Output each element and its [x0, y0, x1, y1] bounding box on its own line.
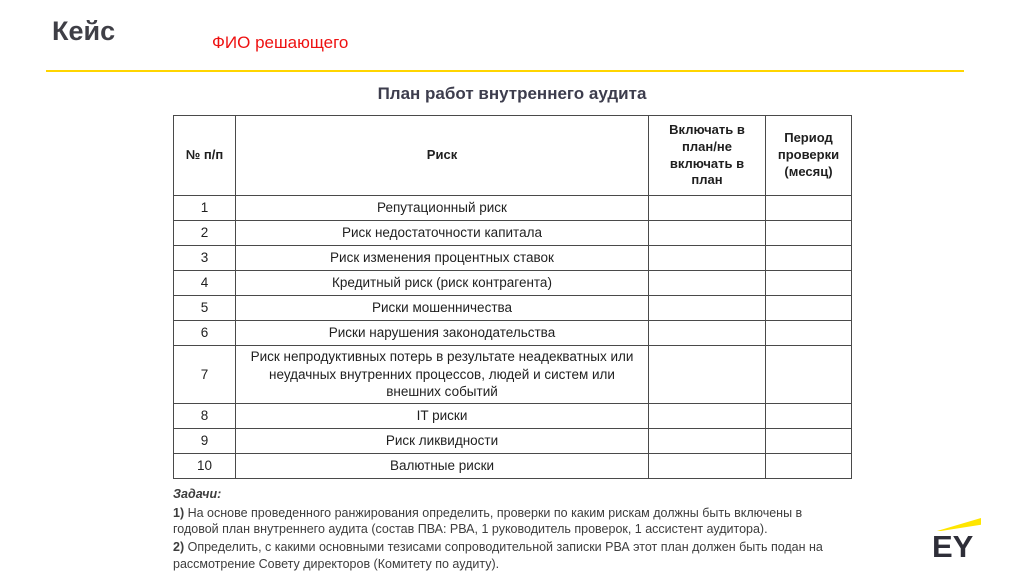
table-row	[174, 321, 852, 346]
task-1-text: На основе проведенного ранжирования определить, проверки по каким рискам должны быть включены в годовой план внутреннего аудита (состав ПВА: РВА, 1 руководитель проверок, 1 ассистент аудитора).	[173, 505, 803, 537]
task-2-number: 2)	[173, 540, 185, 555]
task-item-2	[173, 539, 851, 573]
table-row	[174, 221, 852, 246]
row-number-cell: 4	[174, 271, 236, 296]
period-cell	[766, 296, 852, 321]
row-number-cell: 9	[174, 428, 236, 453]
task-item-1	[173, 505, 851, 539]
risk-cell: Риск непродуктивных потерь в результате неадекватных или неудачных внутренних процессов, людей и систем или внешних событий	[236, 346, 649, 404]
table-header-row	[174, 116, 852, 196]
col-header-include: Включать в план/не включать в план	[649, 116, 766, 196]
risk-cell: Риск ликвидности	[236, 428, 649, 453]
include-cell	[649, 246, 766, 271]
audit-plan-table-body	[174, 196, 852, 479]
include-cell	[649, 196, 766, 221]
period-cell	[766, 196, 852, 221]
solver-name-label: ФИО решающего	[212, 33, 349, 52]
risk-cell: Риски мошенничества	[236, 296, 649, 321]
period-cell	[766, 321, 852, 346]
include-cell	[649, 403, 766, 428]
task-2-text: Определить, с какими основными тезисами сопроводительной записки РВА этот план должен быть подан на рассмотрение Совету директоров (Комитету по аудиту).	[173, 540, 823, 572]
period-cell	[766, 271, 852, 296]
table-section	[173, 84, 851, 573]
table-header	[174, 116, 852, 196]
task-1-number: 1)	[173, 505, 185, 520]
row-number-cell: 5	[174, 296, 236, 321]
table-row	[174, 403, 852, 428]
include-cell	[649, 453, 766, 478]
include-cell	[649, 321, 766, 346]
include-cell	[649, 346, 766, 404]
risk-cell: Репутационный риск	[236, 196, 649, 221]
period-cell	[766, 453, 852, 478]
slide-content	[0, 84, 1024, 574]
table-row	[174, 296, 852, 321]
row-number-cell: 2	[174, 221, 236, 246]
tasks-section	[173, 486, 851, 573]
col-header-risk: Риск	[236, 116, 649, 196]
table-row	[174, 246, 852, 271]
period-cell	[766, 403, 852, 428]
ey-logo-text: EY	[932, 529, 974, 564]
row-number-cell: 3	[174, 246, 236, 271]
col-header-number: № п/п	[174, 116, 236, 196]
row-number-cell: 6	[174, 321, 236, 346]
period-cell	[766, 346, 852, 404]
table-row	[174, 196, 852, 221]
period-cell	[766, 246, 852, 271]
include-cell	[649, 271, 766, 296]
table-row	[174, 428, 852, 453]
include-cell	[649, 428, 766, 453]
row-number-cell: 10	[174, 453, 236, 478]
include-cell	[649, 296, 766, 321]
risk-cell: Риск изменения процентных ставок	[236, 246, 649, 271]
col-header-period: Период проверки (месяц)	[766, 116, 852, 196]
table-row	[174, 453, 852, 478]
case-title: Кейс	[52, 16, 116, 46]
page-title: План работ внутреннего аудита	[377, 84, 647, 103]
risk-cell: Риски нарушения законодательства	[236, 321, 649, 346]
table-row	[174, 271, 852, 296]
yellow-divider	[46, 70, 964, 72]
include-cell	[649, 221, 766, 246]
row-number-cell: 8	[174, 403, 236, 428]
risk-cell: Валютные риски	[236, 453, 649, 478]
risk-cell: Кредитный риск (риск контрагента)	[236, 271, 649, 296]
table-row	[174, 346, 852, 404]
risk-cell: IT риски	[236, 403, 649, 428]
tasks-heading: Задачи:	[173, 486, 222, 501]
period-cell	[766, 428, 852, 453]
row-number-cell: 1	[174, 196, 236, 221]
risk-cell: Риск недостаточности капитала	[236, 221, 649, 246]
row-number-cell: 7	[174, 346, 236, 404]
ey-logo	[932, 518, 982, 562]
audit-plan-table	[173, 115, 852, 479]
period-cell	[766, 221, 852, 246]
